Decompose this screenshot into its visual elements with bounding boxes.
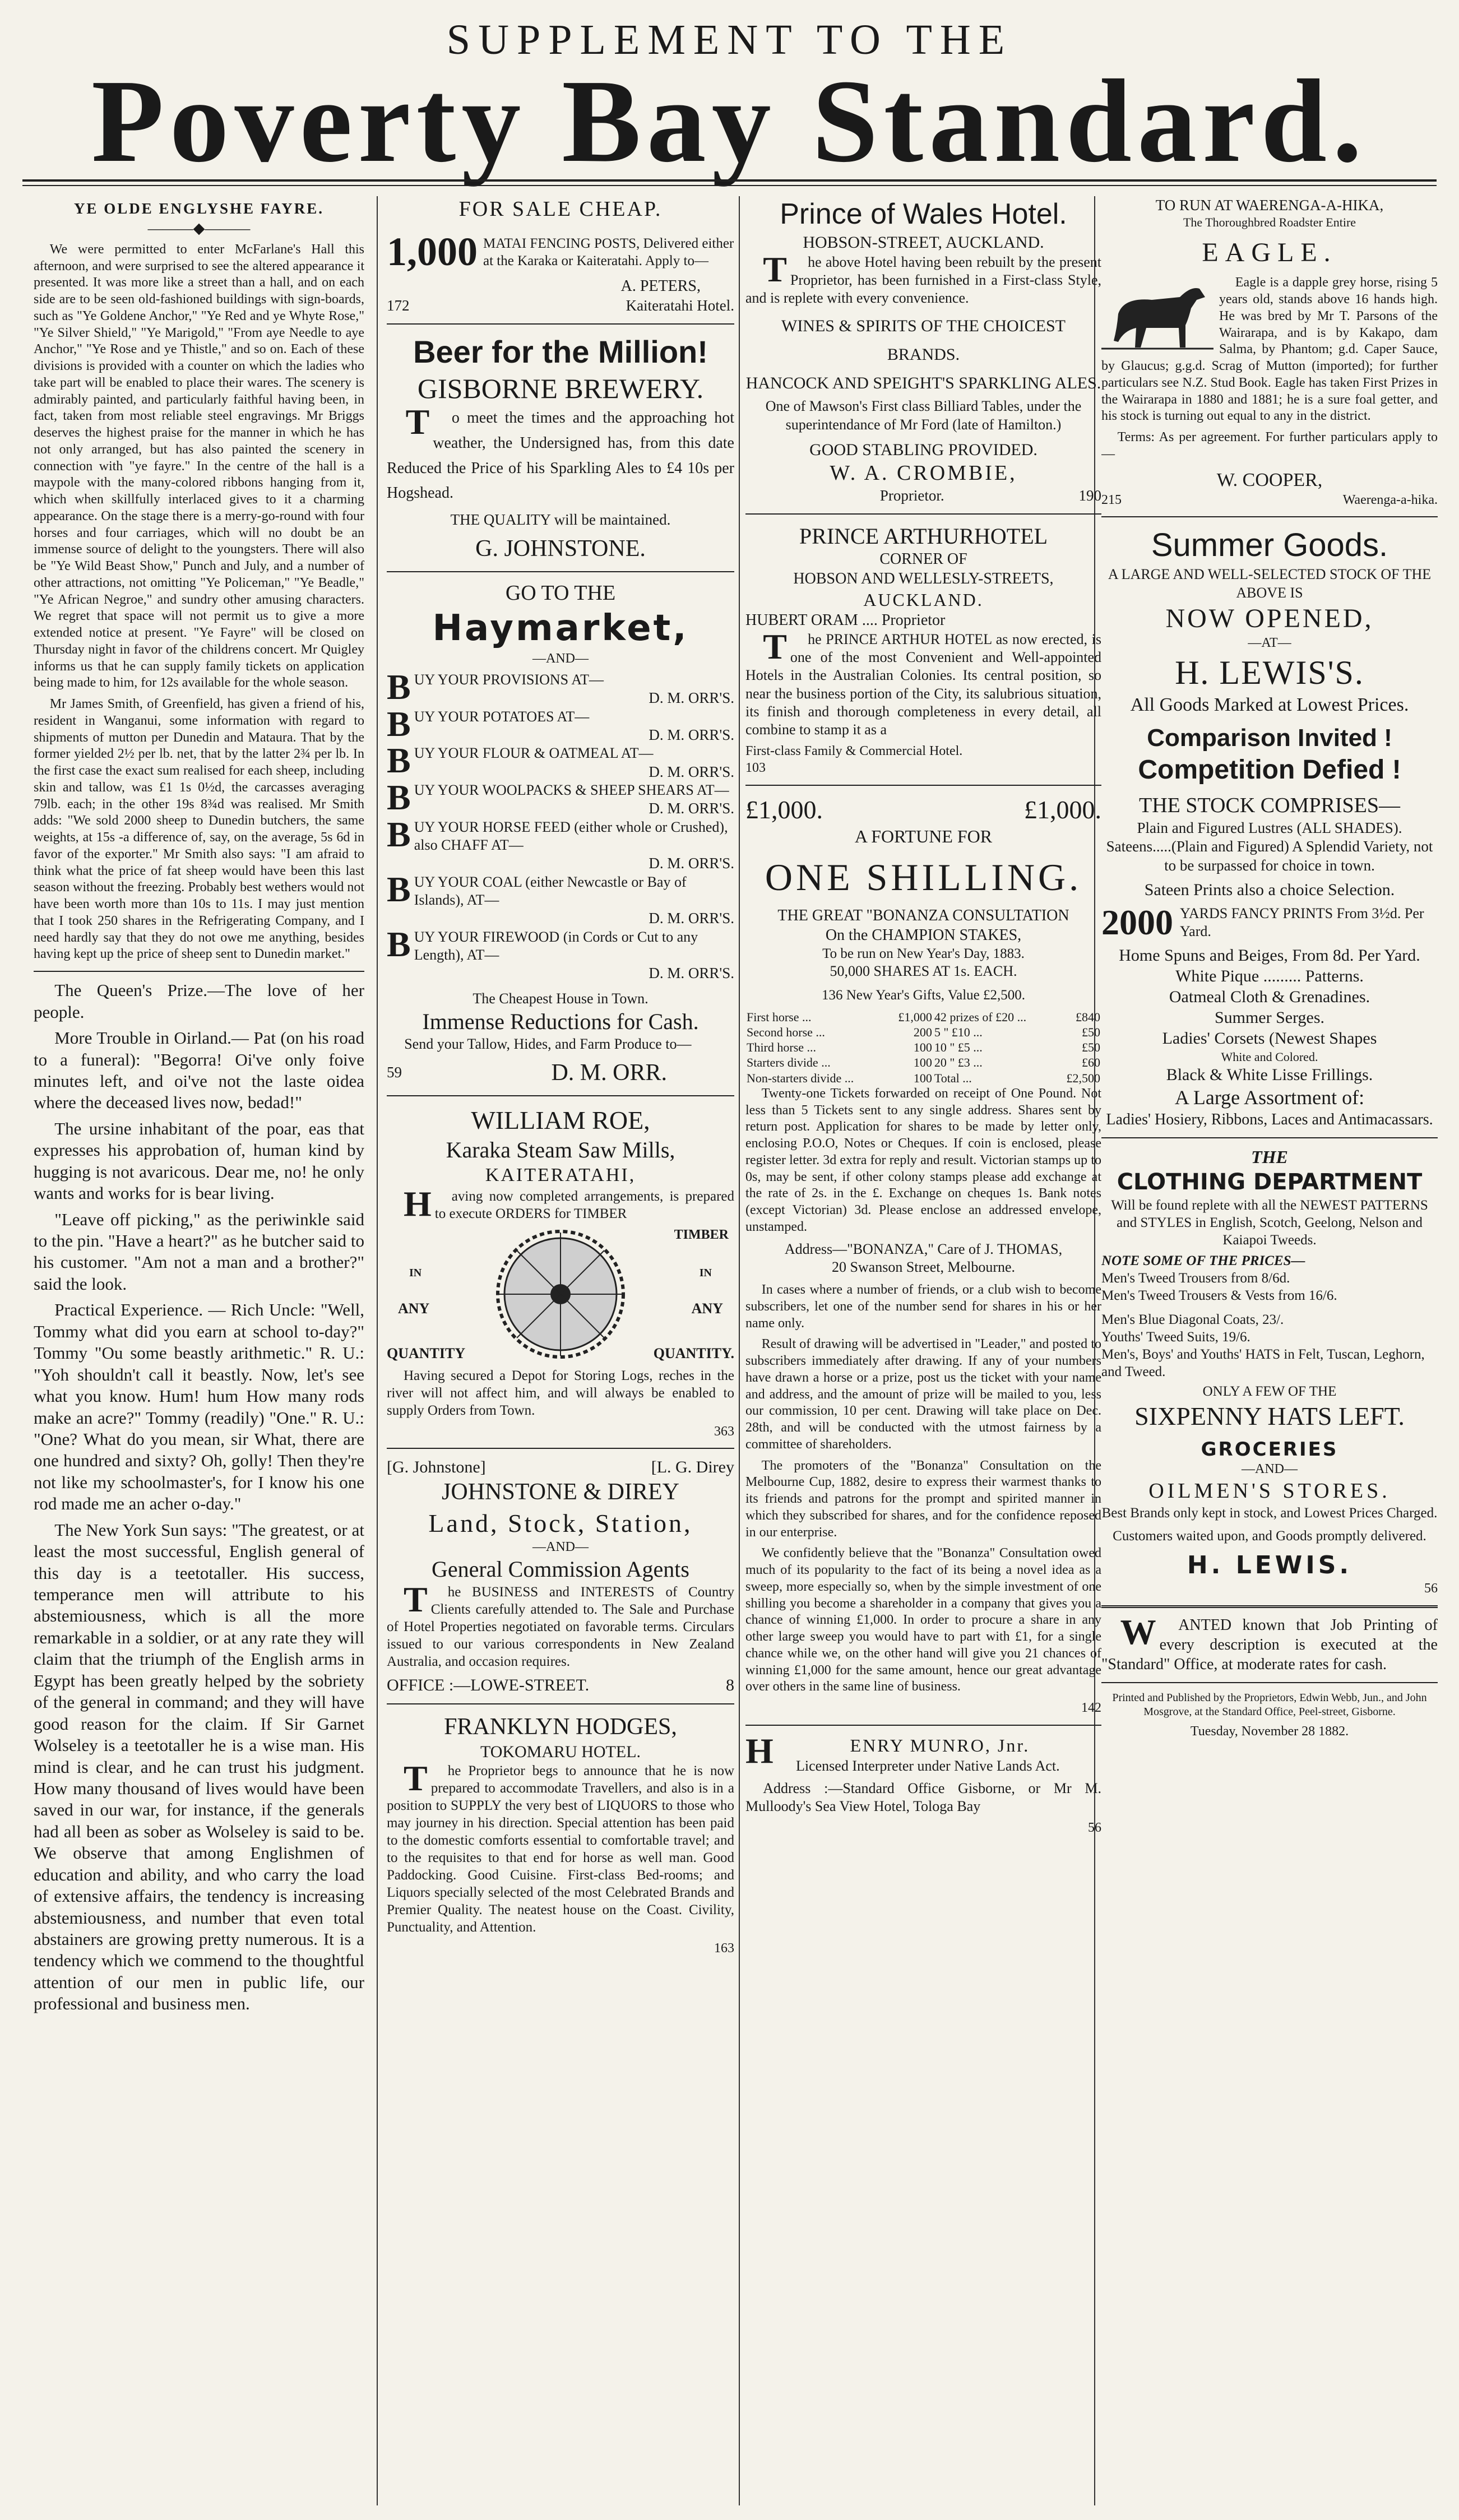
ad-line: BUY YOUR COAL (either Newcastle or Bay of Islands), AT—	[387, 869, 687, 909]
stock-item: Home Spuns and Beiges, From 8d. Per Yard.	[1119, 946, 1420, 965]
ad-body: Best Brands only kept in stock, and Lowest Prices Charged.	[1101, 1505, 1438, 1521]
ad-body: One of Mawson's First class Billiard Tables, under the superintendance of Mr Ford (late of Hamilton.)	[765, 398, 1082, 433]
ad-heading: GROCERIES	[1201, 1438, 1338, 1461]
divider	[387, 1448, 734, 1449]
ad-line: D. M. ORR'S.	[649, 800, 734, 817]
prize-cell: 10 " £5 ...	[934, 1040, 983, 1055]
ad-heading: General Commission Agents	[432, 1557, 689, 1582]
ad-number: 56	[1424, 1581, 1438, 1596]
divider	[1101, 516, 1438, 517]
ad-heading: CORNER OF	[879, 550, 967, 568]
ad-heading: A FORTUNE FOR	[854, 826, 993, 846]
ad-body: Having secured a Depot for Storing Logs, reches in the river will not affect him, and will always be enabled to supply Orders from Town.	[387, 1368, 734, 1418]
ad-sub: To be run on New Year's Day, 1883.	[822, 946, 1025, 962]
ad-heading: HENRY MUNRO, Jnr.	[745, 1730, 1030, 1771]
ad-heading: JOHNSTONE & DIREY	[442, 1479, 679, 1505]
column-ads-3	[745, 196, 1101, 2505]
snippet: The New York Sun says: "The greatest, or at least the most successful, English general of this day is a teetotaller. His success, temperance men will attribute to his abstemiousness, which is all the more remarkable in a soldier, or at any rate they will claim that the triumph of the English arms in Egypt has been greatly helped by the sobriety of the general in command; and they will have good reason for the claim. If Sir Garnet Wolseley is a teetotaller he is a wise man. His mind is clear, and he can trust his judgment. How many thousand of lives would have been saved in our war, for instance, if the generals had all been as sober as Wolseley is said to be. We observe that among Englishmen of education and ability, and who carry the load of extensive affairs, the tendency is increasing abstemiousness, and number that even total abstainers are growing pretty numerous. It is a tendency which we commend to the thoughtful attention of our men in public life, our professional and business men.	[34, 1520, 364, 2014]
ad-body: Result of drawing will be advertised in "Leader," and posted to subscribers immediately after drawing. If any of your numbers have drawn a horse or a prize, post us the ticket with your name and address, and the amount of prize will be mailed to you, less our commission, 10 per cent. Drawing will take place on Dec. 28th, and will be conducted with the utmost fairness by a committee of shareholders.	[745, 1337, 1101, 1452]
stock-item: Plain and Figured Lustres (ALL SHADES).	[1137, 819, 1402, 836]
posts-text: MATAI FENCING POSTS, Delivered either at the Karaka or Kaiteratahi. Apply to—	[483, 235, 734, 268]
price-item: Men's Tweed Trousers & Vests from 16/6.	[1101, 1287, 1337, 1303]
ad-heading: HOBSON-STREET, AUCKLAND.	[803, 233, 1044, 252]
ad-note: First-class Family & Commercial Hotel.	[745, 744, 963, 759]
ad-body: WANTED known that Job Printing of every description is executed at the "Standard" Office, at moderate rates for cash.	[1101, 1612, 1438, 1673]
stock-item: Summer Serges.	[1214, 1008, 1325, 1027]
divider	[387, 1703, 734, 1704]
ad-line: BUY YOUR FLOUR & OATMEAL AT—	[387, 740, 654, 781]
prize-row	[745, 1009, 1101, 1025]
stock-item: Ladies' Corsets (Newest Shapes	[1162, 1029, 1377, 1048]
prize-table	[745, 1009, 1101, 1086]
ad-heading: FRANKLYN HODGES,	[444, 1714, 677, 1740]
ad-line: D. M. ORR'S.	[649, 689, 734, 707]
ad-sub: On the CHAMPION STAKES,	[825, 926, 1022, 944]
ad-note: The Cheapest House in Town.	[473, 990, 649, 1007]
prize-cell: 5 " £10 ...	[934, 1025, 983, 1039]
ad-sub: A LARGE AND WELL-SELECTED STOCK OF THE ABOVE IS	[1108, 566, 1432, 601]
ad-heading: EAGLE.	[1202, 237, 1337, 267]
ad-note: THE QUALITY will be maintained.	[450, 511, 671, 529]
ad-signature: W. A. CROMBIE,	[830, 461, 1017, 485]
ad-body: The promoters of the "Bonanza" Consultation on the Melbourne Cup, 1882, desire to express their warmest thanks to its friends and patrons for the prompt and spirited manner in which they subscribed for shares, and for the confidence reposed in our enterprise.	[745, 1458, 1101, 1540]
ad-heading: Competition Defied !	[1138, 755, 1401, 785]
ad-footer: 59 D. M. ORR.	[387, 1059, 667, 1086]
ad-line: D. M. ORR'S.	[649, 965, 734, 982]
ad-proprietor: HUBERT ORAM .... Proprietor	[745, 612, 946, 629]
ad-address: 20 Swanson Street, Melbourne.	[831, 1258, 1016, 1275]
divider	[1101, 1682, 1438, 1683]
ornament: ———◆———	[147, 220, 251, 237]
ad-body: To meet the times and the approaching hot weather, the Undersigned has, from this date Reduced the Price of his Sparkling Ales to £4 10s per Hogshead.	[387, 402, 734, 502]
column-ads-2	[387, 196, 734, 2505]
prize-row	[745, 1071, 1101, 1086]
prize-cell: Second horse ...	[747, 1025, 825, 1039]
masthead-rule-thin	[22, 185, 1437, 186]
ad-heading: KAITERATAHI,	[485, 1165, 636, 1186]
ad-heading: H. LEWIS'S.	[1175, 654, 1364, 692]
divider	[1101, 1137, 1438, 1138]
ad-body: Address :—Standard Office Gisborne, or Mr M. Mulloody's Sea View Hotel, Tologa Bay	[745, 1780, 1101, 1815]
ad-line: D. M. ORR'S.	[649, 763, 734, 780]
ad-sub: NOTE SOME OF THE PRICES—	[1101, 1253, 1305, 1268]
divider	[387, 571, 734, 572]
issue-date: Tuesday, November 28 1882.	[1190, 1724, 1349, 1739]
ad-footer: 215 Waerenga-a-hika.	[1101, 492, 1438, 507]
ad-heading: H. LEWIS.	[1187, 1550, 1353, 1579]
stock-item: Oatmeal Cloth & Grenadines.	[1169, 988, 1370, 1007]
ad-body: Licensed Interpreter under Native Lands Act.	[795, 1757, 1060, 1774]
column-divider	[377, 196, 378, 2505]
ad-heading: AUCKLAND.	[863, 589, 984, 610]
ad-address: Address—"BONANZA," Care of J. THOMAS,	[784, 1240, 1063, 1257]
ad-signature: A. PETERS,	[620, 277, 701, 295]
prize-cell: £60	[1082, 1055, 1100, 1070]
prize-cell: £840	[1076, 1009, 1100, 1024]
ad-number: 142	[1081, 1701, 1101, 1716]
ad-sub: 50,000 SHARES AT 1s. EACH.	[830, 963, 1017, 980]
circular-saw-icon	[493, 1227, 628, 1361]
ad-body: Eagle is a dapple grey horse, rising 5 years old, stands above 16 hands high. He was bred by Mr T. Parsons of the Wairarapa, and is by Kakapo, dam Salma, by Phantom; g.d. Caper Sauce, by Glaucus; g.g.d. Scrag of Mutton (imported); for further particulars see N.Z. Stud Book. Eagle has taken First Prizes in the Wairarapa in 1880 and 1881; he is a sure foal getter, and his stock is turning out equal to any in the district.	[1101, 275, 1438, 424]
ad-line: D. M. ORR'S.	[649, 726, 734, 743]
prize-cell: Starters divide ...	[747, 1055, 831, 1070]
article-heading: YE OLDE ENGLYSHE FAYRE.	[73, 200, 325, 217]
prize-cell: First horse ...	[747, 1009, 812, 1024]
ad-sub: —AND—	[532, 651, 589, 666]
prize-cell: Third horse ...	[747, 1040, 817, 1055]
divider	[745, 513, 1101, 515]
ad-heading: THE STOCK COMPRISES—	[1139, 793, 1400, 817]
article-paragraph: We were permitted to enter McFarlane's Hall this afternoon, and were surprised to see the altered appearance it presented. It was more like a street than a hall, and on each side are to be seen old-fashioned buildings with sign-boards, such as "Ye Goldene Anchor," "Ye Red and ye Whyte Rose," "Ye Silver Shield," "Ye Marigold," "From aye Needle to aye Anchor," "Ye Rose and ye Thistle," and so on. Each of these divisions is provided with a counter on which the ladies who take part will be enabled to place their wares. The scenery is admirably painted, and particularly faithful having been, in fact, taken from most reliable steel engravings. Mr Briggs deserves the highest praise for the manner in which he has not only arranged, but has also painted the scenery in connection with "ye fayre." In the centre of the hall is a maypole with the many-colored ribbons hanging from it, which when skillfully interlaced gives to it a charming appearance. On the stage there is a merry-go-round with four horses and four carriages, which will no doubt be an immense source of delight to the youngsters. There will also be "Ye Wild Beast Show," Punch and July, and a number of other attractions, not omitting "Ye Policeman," "Ye Beadle," "Ye African Negroe," and sundry other amusing characters. We regret that space will not permit us to give a more extended notice at present. "Ye Fayre" will be closed on Thursday night in favor of the childrens concert. Mr Quigley informs us that he can supply family tickets on application being made to him, for 12s available for the whole season.	[34, 242, 364, 691]
ad-line: BUY YOUR WOOLPACKS & SHEEP SHEARS AT—	[387, 777, 729, 818]
ad-body: Customers waited upon, and Goods promptly delivered.	[1113, 1528, 1426, 1544]
ad-sub: The Thoroughbred Roadster Entire	[1183, 215, 1356, 230]
ad-heading: HOBSON AND WELLESLY-STREETS,	[793, 569, 1054, 587]
snippet: The ursine inhabitant of the poar, eas that expresses his approbation of, human kind by hugging is not avaricous. Dear me, no! he only wants and works for is bear living.	[34, 1118, 364, 1203]
masthead	[0, 0, 1459, 185]
prize-cell: 100	[913, 1055, 932, 1070]
price-item: Youths' Tweed Suits, 19/6.	[1101, 1329, 1250, 1345]
ad-heading: PRINCE ARTHURHOTEL	[799, 523, 1048, 549]
ad-sub: —AND—	[1242, 1461, 1298, 1476]
prize-row	[745, 1055, 1101, 1070]
ad-heading: SIXPENNY HATS LEFT.	[1134, 1401, 1405, 1430]
divider	[745, 785, 1101, 786]
ad-number: 363	[714, 1424, 734, 1439]
ad-footer: Proprietor. 190	[879, 487, 1101, 504]
ad-line: D. M. ORR'S.	[649, 855, 734, 872]
stock-item: 2000 YARDS FANCY PRINTS From 3½d. Per Yard.	[1101, 902, 1424, 943]
snippet: The Queen's Prize.—The love of her people.	[34, 980, 364, 1022]
ad-signature: G. JOHNSTONE.	[475, 535, 646, 562]
ad-footer: 172 Kaiteratahi Hotel.	[387, 297, 734, 314]
prize-cell: Total ...	[934, 1071, 972, 1085]
saw-illustration: TIMBER IN IN ANY ANY QUANTITY QUANTITY.	[387, 1227, 734, 1361]
prize-cell: £1,000	[898, 1009, 932, 1024]
ad-sub: —AND—	[532, 1539, 589, 1554]
ad-posts	[387, 227, 734, 277]
ad-heading: Prince of Wales Hotel.	[780, 198, 1067, 230]
ad-signature: W. COOPER,	[1216, 469, 1323, 490]
snippet: "Leave off picking," as the periwinkle said to the pin. "Have a heart?" as he butcher said to his customer. "Am not a man and a brother?" said the look.	[34, 1209, 364, 1294]
ad-heading: Haymarket,	[432, 607, 689, 649]
ad-sub: ONLY A FEW OF THE	[1202, 1383, 1337, 1399]
article-paragraph: Mr James Smith, of Greenfield, has given a friend of his, resident in Wanganui, some information with regard to shipments of mutton per Dunedin and Mataura. That by the former yielded 2½ per lb. net, that by the latter 2¾ per lb. In the first case the exact sum realised for each sheep, including skin and tallow, was £1 1s 0½d, the carcasses averaging 79lb. each; in the other 19s 8¾d was realised. Mr Smith adds: "We sold 2000 sheep to Dunedin butchers, the same weights, at 15s -a difference of, say, on the average, 5s 6d in favor of the exporter." Mr Smith also says: "I am afraid to think what the price of fat sheep would have been this last season without the freezing. Probably best wethers would not have been worth more than 10s to 11s. I may just mention that I took 250 shares in the Refrigerating Company, and I need hardly say that they do not owe me anything, besides having kept up the price of sheep sent to Dunedin market."	[34, 697, 364, 962]
ad-line: BUY YOUR FIREWOOD (in Cords or Cut to any Length), AT—	[387, 924, 698, 964]
ad-heading: Karaka Steam Saw Mills,	[446, 1137, 675, 1162]
ad-heading: NOW OPENED,	[1165, 603, 1374, 633]
ad-heading: Land, Stock, Station,	[428, 1508, 693, 1537]
horse-icon	[1101, 275, 1213, 353]
ad-heading: GOOD STABLING PROVIDED.	[809, 440, 1037, 459]
ad-heading: GISBORNE BREWERY.	[417, 373, 704, 404]
ad-heading: TOKOMARU HOTEL.	[480, 1743, 641, 1762]
ad-body: The above Hotel having been rebuilt by the present Proprietor, has been furnished in a First-class Style, and is replete with every convenience.	[745, 249, 1101, 307]
prize-cell: Non-starters divide ...	[747, 1071, 854, 1085]
column-ads-4	[1101, 196, 1438, 2505]
stock-item: Black & White Lisse Frillings.	[1166, 1065, 1373, 1084]
column-news	[34, 196, 364, 2505]
prize-cell: 100	[913, 1040, 932, 1055]
ad-heading: Immense Reductions for Cash.	[422, 1008, 699, 1034]
stock-item: A Large Assortment of:	[1174, 1086, 1365, 1109]
stock-item: White Pique ......... Patterns.	[1175, 966, 1364, 985]
ad-line: BUY YOUR PROVISIONS AT—	[387, 666, 604, 707]
stock-item: Sateens.....(Plain and Figured) A Splendid Variety, not to be surpassed for choice in town.	[1106, 838, 1433, 874]
ad-line: BUY YOUR POTATOES AT—	[387, 703, 590, 744]
prize-row	[745, 1025, 1101, 1040]
divider	[387, 1095, 734, 1096]
ad-heading: CLOTHING DEPARTMENT	[1117, 1169, 1423, 1196]
ad-body: We confidently believe that the "Bonanza" Consultation owed much of its popularity to the fact of its being a novel idea as a sweep, more especially so, when by the simple investment of one shilling you become a shareholder in a company that gives you a chance of winning £1,000. In order to procure a share in any other large sweep you would have to part with £1, for a single chance while we, on the other hand will give you 21 chances of winning £1,000 for the same amount, hence our great advantage over others in the same line of business.	[745, 1546, 1101, 1694]
ad-footer: OFFICE :—LOWE-STREET. 8	[387, 1675, 734, 1694]
stock-item: Sateen Prints also a choice Selection.	[1144, 881, 1395, 900]
prize-cell: 200	[913, 1025, 932, 1039]
stock-item: White and Colored.	[1221, 1049, 1318, 1064]
ad-line: BUY YOUR HORSE FEED (either whole or Crushed), also CHAFF AT—	[387, 814, 728, 854]
ad-body: In cases where a number of friends, or a club wish to become subscribers, let one of the number send for shares in his or her name only.	[745, 1282, 1101, 1331]
divider	[1101, 1605, 1438, 1608]
ad-sub: 136 New Year's Gifts, Value £2,500.	[821, 987, 1026, 1003]
column-divider	[739, 196, 740, 2505]
prize-cell: £2,500	[1066, 1071, 1100, 1085]
ad-heading: OILMEN'S STORES.	[1148, 1479, 1391, 1503]
ad-heading: WILLIAM ROE,	[471, 1105, 650, 1134]
firm-partners: [G. Johnstone] [L. G. Direy	[387, 1458, 734, 1477]
ad-heading: THE GREAT "BONANZA CONSULTATION	[777, 906, 1069, 924]
ad-heading: Beer for the Million!	[413, 333, 708, 369]
ad-heading: WINES & SPIRITS OF THE CHOICEST BRANDS.	[781, 317, 1066, 364]
ad-body: Send your Tallow, Hides, and Farm Produce to—	[404, 1036, 692, 1053]
ad-heading: GO TO THE	[505, 581, 616, 605]
prize-cell: 42 prizes of £20 ...	[934, 1009, 1027, 1024]
ad-line: D. M. ORR'S.	[649, 910, 734, 927]
ad-number: 103	[745, 761, 766, 776]
ad-heading: TO RUN AT WAERENGA-A-HIKA,	[1155, 197, 1384, 214]
imprint: Printed and Published by the Proprietors, Edwin Webb, Jun., and John Mosgrove, at the Standard Office, Peel-street, Gisborne.	[1112, 1692, 1427, 1718]
prize-cell: £50	[1082, 1040, 1100, 1055]
price-item: Men's, Boys' and Youths' HATS in Felt, Tuscan, Leghorn, and Tweed.	[1101, 1346, 1425, 1379]
snippet: Practical Experience. — Rich Uncle: "Well, Tommy what did you earn at school to-day?" Tommy "Ou some beastly arithmetic." R. U.: "Yoh shouldn't call it beastly. Now, let's see what you know. Hum! hum How many rods make an acre?" Tommy (readily) "One." R. U.: "One? What do you mean, sir What, there are one hundred and sixty? Oh, golly! Then they're not like my schoolmaster's, for I know his one rod made me an acher o-day."	[34, 1300, 364, 1514]
ad-heading: THE	[1251, 1147, 1288, 1168]
ad-heading: Comparison Invited !	[1147, 724, 1392, 752]
ad-sub: —AT—	[1248, 636, 1291, 651]
ad-heading: Summer Goods.	[1151, 527, 1388, 564]
prize-banner: £1,000. £1,000.	[745, 795, 1101, 824]
masthead-rule	[22, 179, 1437, 182]
snippet: More Trouble in Oirland.— Pat (on his road to a funeral): "Begorra! Oi've only foive minutes left, and oi've not the laste oidea where the deceased lives now, bedad!"	[34, 1028, 364, 1113]
stock-item: Ladies' Hosiery, Ribbons, Laces and Antimacassars.	[1106, 1110, 1433, 1128]
prize-row	[745, 1040, 1101, 1055]
prize-cell: 100	[913, 1071, 932, 1085]
supplement-line: SUPPLEMENT TO THE	[446, 16, 1013, 63]
posts-quantity: 1,000	[387, 229, 478, 275]
ad-body: Terms: As per agreement. For further particulars apply to—	[1101, 430, 1438, 461]
ad-heading: FOR SALE CHEAP.	[458, 197, 663, 221]
ad-heading: HANCOCK AND SPEIGHT'S SPARKLING ALES.	[745, 374, 1101, 393]
newspaper-title: Poverty Bay Standard.	[91, 55, 1368, 187]
ad-sub: All Goods Marked at Lowest Prices.	[1130, 694, 1409, 716]
price-item: Men's Blue Diagonal Coats, 23/.	[1101, 1312, 1284, 1327]
prize-cell: 20 " £3 ...	[934, 1055, 983, 1070]
ad-body: The BUSINESS and INTERESTS of Country Clients carefully attended to. The Sale and Purchase of Hotel Properties negotiated on favorable terms. Circulars issued to our various correspondents in New Zealand Australia, and occasion requires.	[387, 1579, 734, 1669]
ad-body: Having now completed arrangements, is prepared to execute ORDERS for TIMBER	[404, 1183, 734, 1224]
prize-cell: £50	[1082, 1025, 1100, 1039]
ad-body: The PRINCE ARTHUR HOTEL as now erected, is one of the most Convenient and Well-appointed Hotels in the Australian Colonies. Its central position, so near the business portion of the City, its salubrious situation, its finish and thorough completeness in every detail, all combine to stamp it as a	[745, 627, 1101, 738]
ad-body: The Proprietor begs to announce that he is now prepared to accommodate Travellers, and also is in a position to SUPPLY the very best of LIQUORS to those who may journey in his direction. Special attention has been paid to the domestic comforts essential to comfortable travel; and to the requisites to that end for horse as well man. Good Paddocking. Good Cuisine. First-class Bed-rooms; and Liquors specially selected of the most Celebrated Brands and Premier Quality. The neatest house on the Coast. Civility, Punctuality, and Attention.	[387, 1758, 734, 1935]
divider	[387, 323, 734, 325]
price-item: Men's Tweed Trousers from 8/6d.	[1101, 1270, 1290, 1286]
ad-number: 56	[1088, 1820, 1101, 1836]
ad-body: Will be found replete with all the NEWEST PATTERNS and STYLES in English, Scotch, Geelong, Nelson and Kaiapoi Tweeds.	[1111, 1197, 1428, 1248]
divider	[34, 971, 364, 972]
ad-heading: ONE SHILLING.	[765, 855, 1082, 898]
ad-number: 163	[714, 1941, 734, 1956]
divider	[745, 1725, 1101, 1726]
ad-body: Twenty-one Tickets forwarded on receipt of One Pound. Not less than 5 Tickets sent to any single address. Shares sent by return post. Application for shares to be made by letter only, enclosing P.O.O, Notes or Cheques. If coin is enclosed, please register letter. 3d extra for reply and result. Victorian stamps up to 0s, may be sent, if other colony stamps please add exchange at the rate of 2s. in the £. Exchange on cheques 1s. Bank notes (except Victorian) 3d. Please enclose an addressed envelope, unstamped.	[745, 1086, 1101, 1234]
